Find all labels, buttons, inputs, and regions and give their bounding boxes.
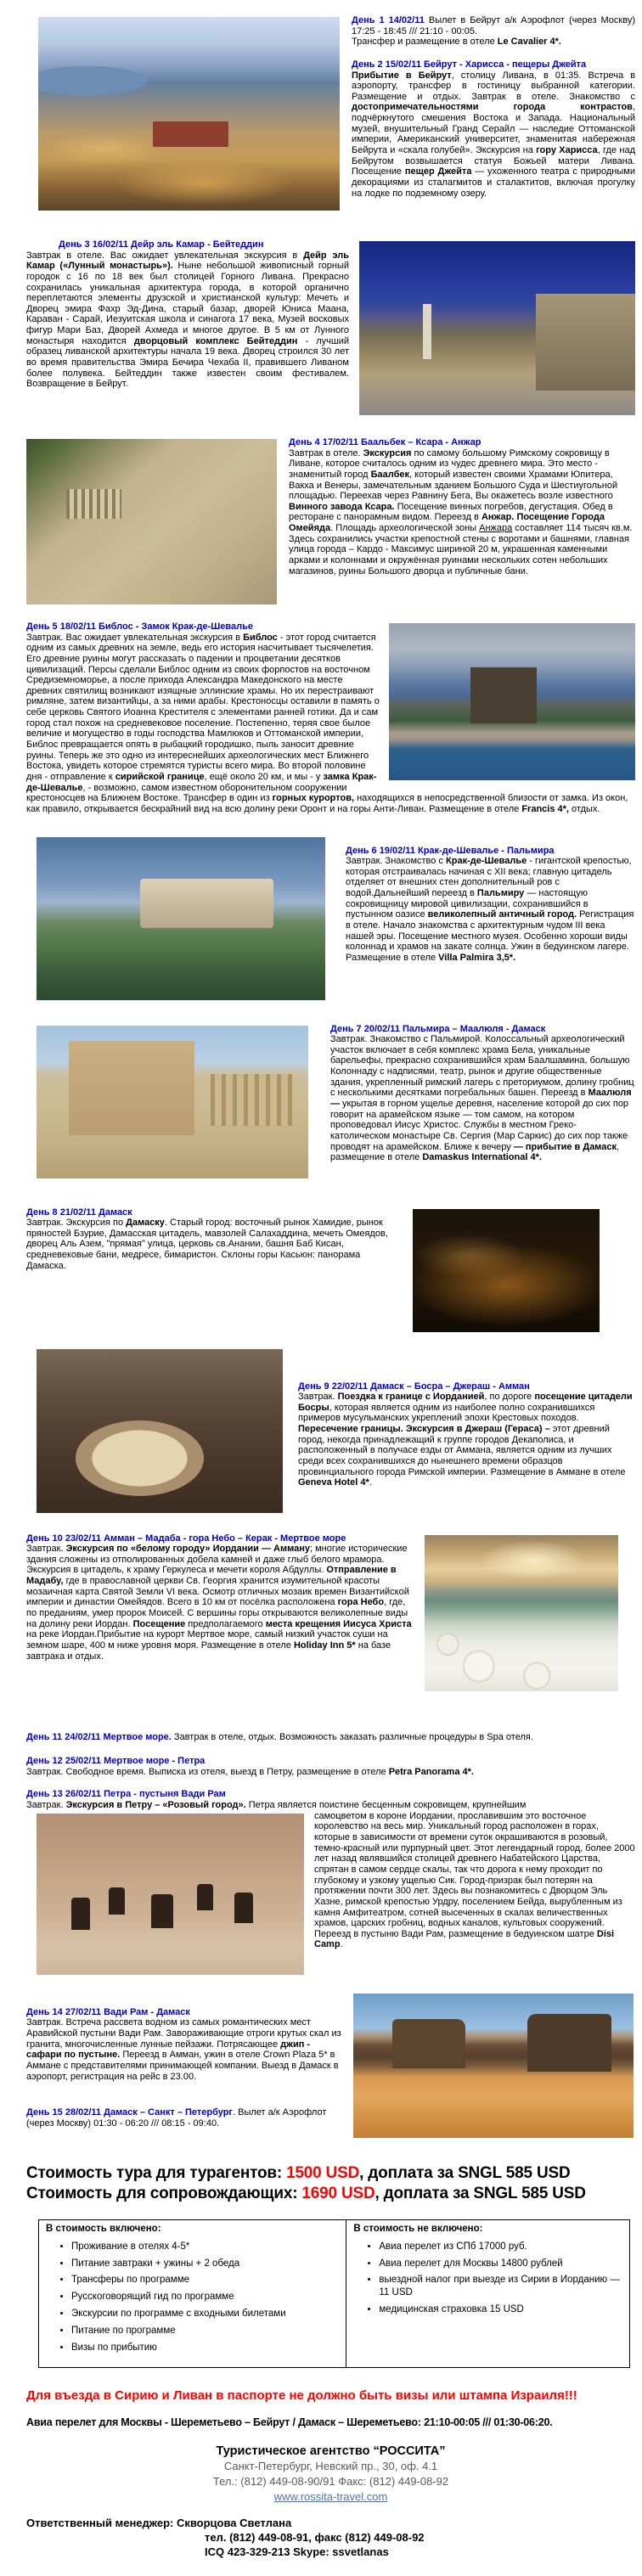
day-11-paragraph (26, 1732, 635, 1743)
price-escorts-line: Стоимость для сопровождающих: 1690 USD, доплата за SNGL 585 USD (26, 2185, 586, 2203)
excluded-list (379, 2241, 622, 2317)
day-8-section (26, 1207, 635, 1334)
wadi-rum-photo (353, 1994, 634, 2138)
price-agents-line: Стоимость тура для турагентов: 1500 USD, доплата за SNGL 585 USD (26, 2163, 571, 2182)
day-11-text: Завтрак в отеле, отдых. Возможность заказать различные процедуры в Spa отеля. (171, 1731, 533, 1742)
dead-sea-photo (425, 1535, 618, 1691)
day-6-text: Завтрак. Знакомство с Крак-де-Шевалье - гигантской крепостью, которая отстраивалась начиная с XII века; главную цитадель отделяет от внешних стен дополнительный ров с водой.Дальнейший переезд в Пальмиру — настоящую сокровищницу мировой цивилизации, сохранившийся в пустынном оазисе великолепный античный город. Регистрация в отеле. Начало знакомства с архитектурным чудом III века нашей эры. Посещение местного музея. Особенно хороши виды колоннад и храмов на закате солнца. Ужин в бедуинском лагере. Размещение в отеле Villa Palmira 3,5*. (346, 856, 634, 963)
costs-section (26, 2219, 635, 2368)
agency-section (26, 2444, 635, 2504)
list-item: • Экскурсии по программе с входными билетами (71, 2308, 339, 2320)
photo-detail (527, 2014, 611, 2072)
list-item: • Авиа перелет для Москвы 14800 рублей (379, 2258, 622, 2270)
day-7-title: День 7 20/02/11 Пальмира – Маалюля - Дамаск (330, 1023, 546, 1034)
photo-detail (76, 1420, 204, 1496)
photo-detail (151, 1894, 172, 1928)
photo-detail (66, 489, 121, 519)
day-12-section (26, 1756, 635, 1777)
day-11-title: День 11 24/02/11 Мертвое море. (26, 1731, 172, 1742)
day-10-column (26, 1533, 414, 1662)
day-3-text: Завтрак в отеле. Вас ожидает увлекательная экскурсия в Дейр эль Камар («Лунный монастырь»). Ныне небольшой живописный горный городок с 16 по 18 век был столицей Горного Ливана. Прекрасно сохранилась уникальная архитектура города, в которой органично переплетаются элементы друзской и христианской культур: Мечеть и Дворец эмира Фахр Эд-Дина, старый базар, дворей Юниса Маана, Караван - Сарай, Иезуитская школа и синагога 17 века, Музей восковых фигур Мари Баз, Дворей Ахмеда и многое другое. В 5 км от Лунного монастыря находится дворцовый комплекс Бейтеддин - лучший образец ливанской архитектуры начала 19 века. Дворец строился 30 лет во время правительства Эмира Бечира Чехаба II, правившего Ливаном более полувека. Бейтеддин также известен своим фестивалем. Возвращение в Бейрут. (26, 250, 349, 390)
day-15-title: День 15 28/02/11 Дамаск – Санкт – Петербург (26, 2107, 234, 2118)
list-item: • Авиа перелет из СПб 17000 руб. (379, 2241, 622, 2253)
day-15-text: . Вылет а/к Аэрофлот (через Москву) 01:30 - 06:20 /// 08:15 - 09:40. (26, 2107, 327, 2129)
byblos-castle-photo (389, 623, 635, 780)
agency-phones: Тел.: (812) 449-08-90/91 Факс: (812) 449-08-92 (212, 2475, 449, 2489)
photo-detail (109, 1887, 125, 1915)
day-8-title: День 8 21/02/11 Дамаск (26, 1206, 132, 1218)
bosra-theatre-photo (37, 1349, 283, 1513)
list-item: • Проживание в отелях 4-5* (71, 2241, 339, 2253)
damascus-night-photo (413, 1209, 600, 1332)
day-13-intro-text: Завтрак. Экскурсия в Петру – «Розовый город». Петра является поистине бесценным сокровищем, крупнейшим (26, 1800, 527, 1811)
day-6-title: День 6 19/02/11 Крак-де-Шевалье - Пальмира (346, 845, 555, 856)
day-4-section (26, 437, 635, 605)
list-item: • Трансферы по программе (71, 2274, 339, 2286)
day-1-text: Вылет в Бейрут а/к Аэрофлот (через Москву) 17:25 - 18:45 /// 21:10 - 00:05. (352, 15, 635, 37)
list-item: • Визы по прибытию (71, 2342, 339, 2354)
day-11-section (26, 1732, 635, 1743)
agency-name: Туристическое агентство “РОССИТА” (216, 2444, 446, 2458)
manager-section (26, 2517, 635, 2559)
day-2-text: Прибытие в Бейрут, столицу Ливана, в 01:35. Встреча в аэропорту, трансфер в гостиницу выбранной категории. Размещение и отдых. Завтрак в отеле. Знакомство с достопримечательностями города контрастов, подчёркнутого смешения Востока и Запада. Национальный музей, внушительный Гранд Серайл — наследие Оттоманской империи, Американский университет, знаменитая набережная Бейрута и «скала голубей». Экскурсия на гору Харисса, где над Бейрутом возвышается статуя Божьей матери Ливана. Посещение пещер Джейта — ухоженного театра с природными декорациями из сталагмитов и сталактитов, включая прогулку на лодке по подземному озеру. (352, 70, 635, 199)
manager-phone-line: тел. (812) 449-08-91, факс (812) 449-08-92 (205, 2531, 425, 2545)
day-1-transfer-text: Трансфер и размещение в отеле Le Cavalier 4*. (352, 37, 561, 48)
day-6-section (26, 835, 635, 1000)
day-7-column (330, 1024, 635, 1163)
beirut-city-photo (38, 17, 340, 211)
day-5-section (26, 622, 635, 815)
excluded-cell (346, 2220, 629, 2367)
day-9-column (298, 1347, 635, 1488)
manager-icq-skype-line: ICQ 423-329-213 Skype: ssvetlanas (205, 2545, 389, 2559)
krak-des-chevaliers-photo (37, 837, 325, 1000)
day-12-title: День 12 25/02/11 Мертвое море - Петра (26, 1756, 206, 1767)
day-4-text: Завтрак в отеле. Экскурсия по самому большому Римскому сокровищу в Ливане, которое считалось одним из чудес древнего мира. Это место - знаменитый город Баалбек, который известен своими Храмами Юпитера, Вакха и Венеры, замечательным зданием Большого Суда и Шестиугольной площадью. Переехав через Равнину Бега, Вы окажетесь возле известного Винного завода Ксара. Посещение винных погребов, дегустация. Обед в ресторане с панорамным видом. Переезд в Анжар. Посещение Города Омейяда. Площадь археологической зоны Анжара составляет 114 тысяч кв.м. Здесь сохранились участки крепостной стены с воротами и башнями, главная улица города – Кардо - Максимус шириной 20 м, украшенная каменными арками и колоннами и окружённая руинами нескольких сотен небольших магазинов, руины Большого дворца и публичные бани. (289, 447, 633, 577)
petra-facades-photo (37, 1814, 304, 1975)
photo-detail (69, 1041, 194, 1136)
day-14-title: День 14 27/02/11 Вади Рам - Дамаск (26, 2006, 190, 2017)
day-1-2-section (26, 15, 635, 211)
day-1-paragraph (352, 15, 635, 37)
excluded-header: В стоимость не включено: (353, 2224, 483, 2235)
day-5-title: День 5 18/02/11 Библос - Замок Крак-де-Шевалье (26, 622, 254, 632)
day-3-section (26, 239, 635, 415)
included-cell (39, 2220, 346, 2367)
visa-warning: Для въезда в Сирию и Ливан в паспорте не должно быть визы или штампа Израиля!!! (26, 2388, 577, 2404)
list-item: • Питание завтраки + ужины + 2 обеда (71, 2258, 339, 2270)
day-8-column (26, 1207, 403, 1272)
day-3-column (26, 239, 349, 390)
day-9-section (26, 1347, 635, 1513)
day-7-section (26, 1024, 635, 1178)
day-13-title: День 13 26/02/11 Петра - пустыня Вади Рам (26, 1789, 226, 1800)
day-6-column (346, 835, 635, 964)
day-10-section (26, 1533, 635, 1693)
included-header: В стоимость включено: (46, 2224, 161, 2235)
list-item: • выездной налог при выезде из Сирии в Иорданию — 11 USD (379, 2274, 622, 2299)
day-9-title: День 9 22/02/11 Дамаск – Босра – Джераш - Амман (298, 1381, 530, 1392)
manager-name-line: Ответственный менеджер: Скворцова Светлана (26, 2517, 292, 2530)
photo-detail (423, 304, 431, 360)
list-item: • Питание по программе (71, 2325, 339, 2337)
photo-detail (470, 667, 537, 724)
photo-detail (536, 294, 635, 391)
day-13-text: самоцветом в короне Иордании, прославившим это восточное королевство на весь мир. Уникальный город расположен в горах, которые в зависимости от времени суток окрашиваются в розовый, темно-красный или пурпурный цвет. Этот легендарный город, более 2000 лет назад являвшийся столицей древнего Набатейского Царства, спрятан в самом сердце скалы, так что дорога к нему проходит по глубокому и узкому ущелью Сик. Город-призрак был потерян на протяжении почти 300 лет. Здесь вы познакомитесь с Дворцом Эль Хазне, римской крепостью Урдру, поселением Бейда, вырубленным из камня Амфитеатром, сотней высеченных в скалах величественных храмов, царских гробниц, водных каналов, культовых сооружений. Переезд в пустыню Вади Рам, размещение в бедуинском шатре Disi Camp. (314, 1810, 635, 1950)
baalbek-ruins-photo (26, 439, 277, 605)
photo-detail (234, 1893, 253, 1923)
pricing-section (26, 2163, 635, 2205)
day-2-title: День 2 15/02/11 Бейрут - Харисса - пещеры Джейта (352, 59, 587, 70)
day-10-title: День 10 23/02/11 Амман – Мадаба - гора Небо – Керак - Мертвое море (26, 1533, 346, 1544)
day-9-text: Завтрак. Поездка к границе с Иорданией, по дороге посещение цитадели Босры, которая является одним из наиболее полно сохранившихся примеров мусульманских укреплений эпохи Крестовых походов. Пересечение границы. Экскурсия в Джераш (Гераса) – этот древний город, некогда принадлежащий к группе городов Декаполиса, и расположенный в получасе езды от Аммана, является одним из лучших среди всех сохранившихся до нынешнего времени образцов провинциального города Римской империи. Размещение в Аммане в отеле Geneva Hotel 4*. (298, 1392, 633, 1488)
list-item: • медицинская страховка 15 USD (379, 2303, 622, 2316)
agency-address: Санкт-Петербург, Невский пр., 30, оф. 4.1 (223, 2460, 438, 2473)
photo-detail (140, 879, 273, 928)
day-8-text: Завтрак. Экскурсия по Дамаску. Старый город: восточный рынок Хамидие, рынок пряностей Бзурие, Дамасская цитадель, мавзолей Салахаддина, мечеть Омеядов, дворец Аль Азем, "прямая" улица, церковь св.Анании, башня Баб Кисан, средневековые бани, медресе, бимаристон. Склоны горы Касьюн: панорама Дамаска. (26, 1218, 388, 1271)
day-13-wrap (26, 1811, 635, 1950)
day-3-title: День 3 16/02/11 Дейр эль Камар - Бейтеддин (59, 239, 264, 250)
day-14-15-section (26, 1992, 635, 2140)
included-list (71, 2241, 339, 2355)
photo-detail (197, 1884, 213, 1910)
moscow-flight-note: Авиа перелет для Москвы - Шереметьево – Бейрут / Дамаск – Шереметьево: 21:10-00:05 /// 01:30-06:20. (26, 2416, 553, 2429)
agency-website-link[interactable]: www.rossita-travel.com (273, 2490, 388, 2504)
day-1-title: День 1 14/02/11 (352, 15, 425, 25)
day-4-column (289, 437, 635, 577)
list-item: • Русскоговорящий гид по программе (71, 2291, 339, 2303)
day-7-text: Завтрак. Знакомство с Пальмирой. Колоссальный археологический участок включает в себя комплекс храма Бела, уникальные барельефы, прекрасно сохранившийся храм Баалшамина, большую Колоннаду с надписями, театр, рынок и другие общественные здания, укрепленный римский лагерь с преториумом, долину гробниц с несколькими десятками погребальных башен. Переезд в Маалюля — укрытая в горном ущелье деревня, население которой до сих пор говорит на арамейском языке — том самом, на котором проповедовал Иисус Христос. Службы в местном Греко-католическом монастыре Св. Сергия (Мар Саркис) до сих пор также проводят на арамейском. Ближе к вечеру — прибытие в Дамаск, размещение в отеле Damaskus International 4*. (330, 1034, 634, 1163)
photo-detail (392, 2019, 465, 2068)
palmyra-temple-photo (37, 1026, 308, 1178)
photo-detail (153, 121, 228, 147)
deir-el-qamar-photo (359, 241, 635, 415)
day-5-text: Завтрак. Вас ожидает увлекательная экскурсия в Библос - этот город считается одним из самых древних на земле, ведь его история насчитывает тысячелетия. Его древние руины могут рассказать о падении и процветании десятков цивилизаций. Персы сделали Библос одним из своих форпостов на восточном Средиземноморье, а после прихода Александра Македонского на месте древних святилищ возникают изящные эллинские храмы. Но их перестраивают римляне, затем византийцы, а за ними арабы. Крестоносцы оставили в память о себе церковь Святого Иоанна Крестителя с элементами ранней готики. Да и сам город стал похож на средневековое поселение. Постепенно, теряя свое былое величие и могущество в годы господства Мамлюков и Оттоманской империи, Библос превращается опять в рыбацкий городишко, пыль заносит древние руины. Теперь же это одно из интереснейших археологических мест Ближнего Востока, увидеть которое стремятся туристы всего мира. Во второй половине дня - отправление к сирийской границе, ещё около 20 км, и мы - у замка Крак-де-Шевалье, - возможно, самом известном оборонительном сооружении крестоносцев на Ближнем Востоке. Трансфер в один из горных курортов, находящихся в непосредственной близости от замка. Из окон, как правило, открывается бескрайний вид на всю долину реки Оронт и на горы Анти-Ливан. Размещение в отеле Francis 4*, отдых. (26, 632, 628, 814)
day-10-text: Завтрак. Экскурсия по «белому городу» Иордании — Амману; многие исторические здания сложены из отполированных добела камней и даже глыб белого мрамора. Экскурсия в цитадель, к храму Геркулеса и мечети короля Абдуллы. Отправление в Мадабу, где в православной церкви Св. Георгия хранится изумительной красоты мозаичная карта Святой Земли VI века. Осмотр отличных мозаик времен Византийской империи и династии Омейядов. Всего в 10 км от посёлка расположена гора Небо, где, по преданиям, умер пророк Моисей. С вершины горы открываются великолепные виды на долину реки Иордан. Посещение предполагаемого места крещения Иисуса Христа на реке Иордан.Прибытие на курорт Мертвое море, самый низкий участок суши на земном шаре, 400 м ниже уровня моря. Размещение в отеле Holiday Inn 5* на базе завтрака и отдых. (26, 1544, 412, 1662)
day-4-title: День 4 17/02/11 Баальбек – Ксара - Анжар (289, 437, 482, 447)
day-14-text: Завтрак. Встреча рассвета водном из самых романтических мест Аравийской пустыни Вади Рам. Завораживающие отроги крутых скал из гранита, многочисленные лунные пейзажи. Потрясающее джип - сафари по пустыне. Переезд в Амман, ужин в отеле Crown Plaza 5* в Аммане с представителями принимающей компании. Выезд в Дамаск в аэропорт, регистрация на рейс в 23.00. (26, 2017, 341, 2082)
day-1-2-column (352, 15, 635, 199)
day-13-section (26, 1789, 635, 1976)
photo-detail (211, 1074, 292, 1126)
day-12-text: Завтрак. Свободное время. Выписка из отеля, выезд в Петру, размещение в отеле Petra Panorama 4*. (26, 1766, 474, 1777)
costs-table (38, 2219, 630, 2368)
photo-detail (71, 1898, 90, 1930)
